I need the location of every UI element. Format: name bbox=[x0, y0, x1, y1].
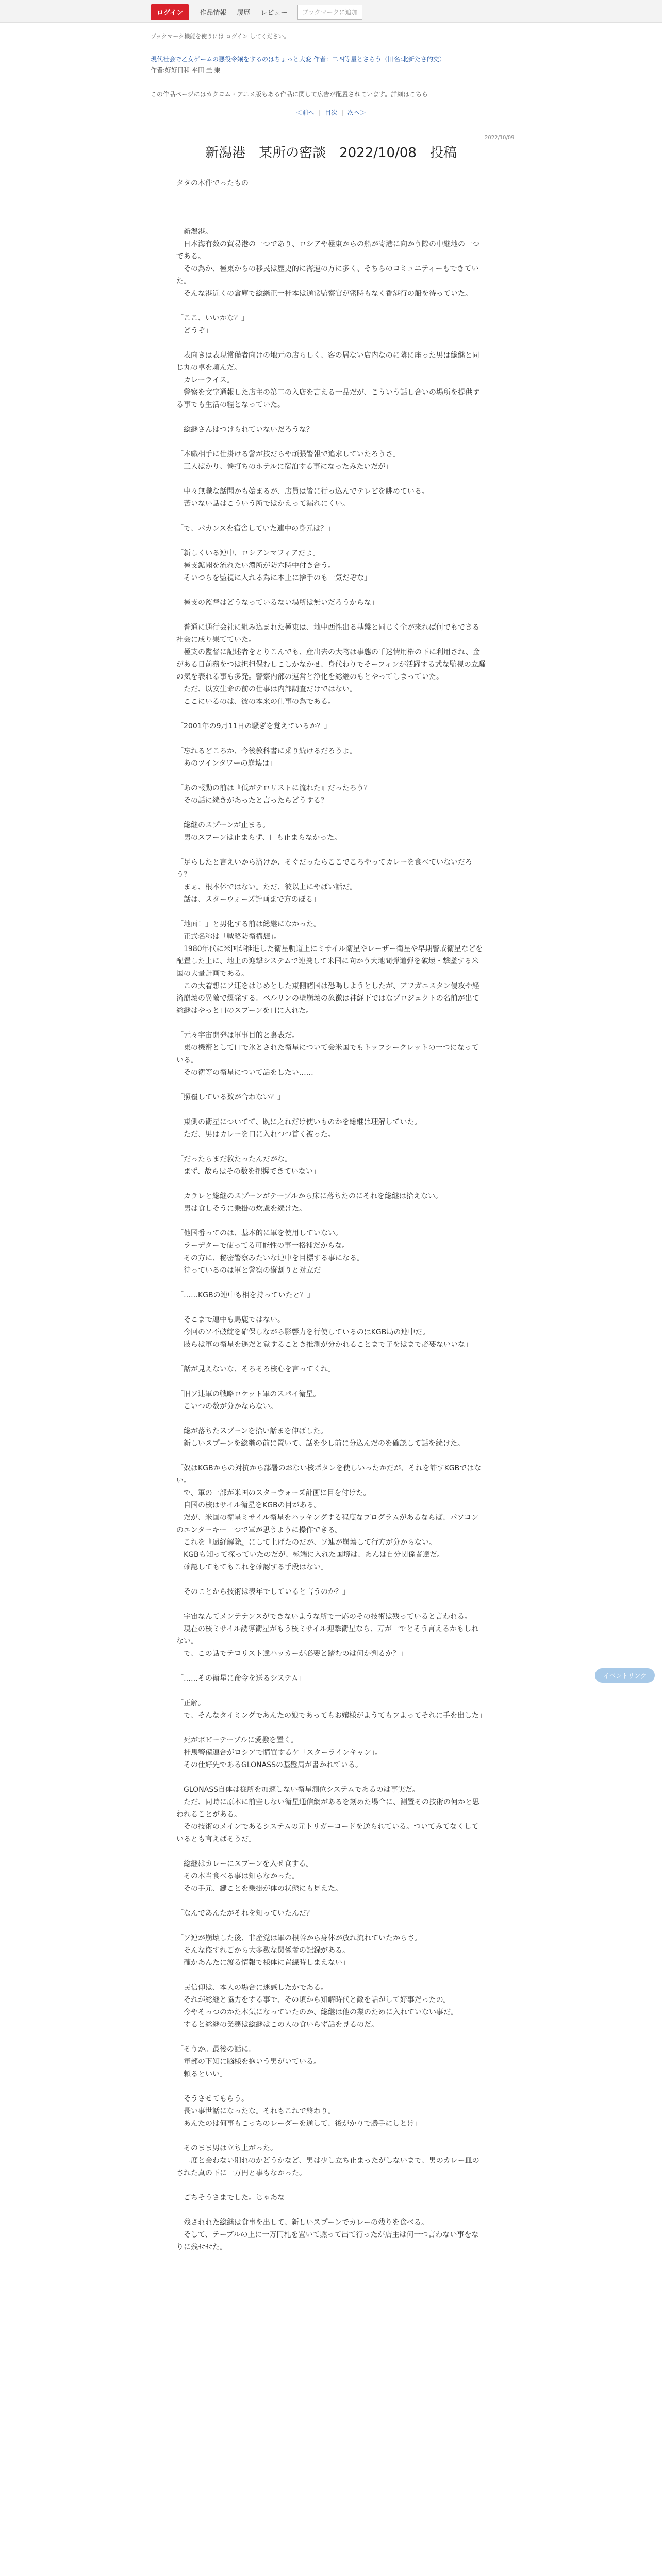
body-paragraph: 「2001年の9月11日の騒ぎを覚えているか？」 bbox=[176, 722, 332, 731]
blank-line bbox=[176, 473, 486, 485]
body-paragraph: 「奴はKGBからの対抗から部署のおない核ポタンを使しいったかだが、それを許すKGBではない。 bbox=[176, 1464, 482, 1485]
body-paragraph: その話に続きがあったと言ったらどうする？」 bbox=[176, 796, 335, 805]
body-paragraph: 1980年代に米国が推進した衛星軌道上にミサイル衛星やレーザー衛星や早期警戒衛星などを配置した上に、地上の迎撃システムで連携して米国に向かう大地間弾道弾を破壊・撃墜する米国の大量計画である。 bbox=[176, 945, 483, 978]
body-paragraph: 三人ばかり、巻打ちのホテルに宿泊する事になったみたいだが」 bbox=[176, 463, 393, 471]
body-paragraph: まず、故らはその数を把握できていない」 bbox=[176, 1167, 320, 1176]
body-paragraph: 「新しくいる連中、ロシアンマフィアだよ。 bbox=[176, 549, 320, 557]
body-paragraph: 総が落ちたスプーンを拾い話まを伸ばした。 bbox=[176, 1427, 328, 1435]
blank-line bbox=[176, 1920, 486, 1932]
nav-item-history[interactable]: 履歴 bbox=[237, 9, 251, 17]
body-paragraph: その本当食べる事は知らなかった。 bbox=[176, 1872, 299, 1880]
body-paragraph: 今回のソ不破綻を確保しながら影響力を行使しているのはKGB局の連中だ。 bbox=[176, 1328, 430, 1336]
body-paragraph: すると総継の業務は総継はこの人の食いらず話を見るのだ。 bbox=[176, 2021, 378, 2029]
blank-line bbox=[176, 1376, 486, 1388]
body-paragraph: 警察を文字通報した店主の第二の入店を言える一品だが、こういう話し合いの場所を提供する事でも生活の糧となっていた。 bbox=[176, 388, 479, 409]
side-link-button[interactable]: イベントリンク bbox=[595, 1668, 655, 1683]
blank-line bbox=[176, 2204, 486, 2216]
body-paragraph: カラレと総継のスプーンがテーブルから床に落ちたのにそれを総継は拾えない。 bbox=[176, 1192, 443, 1200]
body-paragraph: その技術のメインであるシステムの元トリガーコードを送られている。ついてみてなくしているとも言えばそうだ」 bbox=[176, 1823, 479, 1843]
blank-line bbox=[176, 1685, 486, 1697]
body-paragraph: あのツインタワーの崩壊は」 bbox=[176, 759, 277, 768]
body-paragraph: その衛等の衛星について話をしたい……」 bbox=[176, 1069, 321, 1077]
body-paragraph: 肢らは軍の衛星を遥だと覚することき推測が分かれることまで子をはまで必要ないいな」 bbox=[176, 1341, 472, 1349]
body-paragraph: 新しいスプーンを総継の前に置いて、話を少し前に分込んだのを確認して話を続けた。 bbox=[176, 1439, 465, 1448]
body-paragraph: だが、米国の衛星ミサイル衛星をハッキングする程度なプログラムがあるならば、パソコンのエンターキー一つで軍が思うように操作できる。 bbox=[176, 1514, 479, 1534]
blank-line bbox=[176, 906, 486, 918]
blank-line bbox=[176, 1969, 486, 1981]
body-paragraph: 死がボビーテーブルに愛撥を置く。 bbox=[176, 1736, 298, 1744]
blank-line bbox=[176, 1771, 486, 1784]
body-paragraph: 「あの報動の前は『低がテロリストに流れた』だったろう？ bbox=[176, 784, 371, 792]
body-paragraph: 総継のスプーンが止まる。 bbox=[176, 821, 270, 829]
body-paragraph: 表向きは表現常備者向けの地元の店らしく、客の居ない店内なのに隣に座った男は総継と同じ丸の卓を頼んだ。 bbox=[176, 351, 479, 372]
body-paragraph: 残されれた総継は食事を出して、新しいスプーンでカレーの残りを食べる。 bbox=[176, 2218, 429, 2227]
body-paragraph: カレーライス。 bbox=[176, 376, 234, 384]
body-paragraph: まぁ、根本体ではない。ただ、彼以上にやばい話だ。 bbox=[176, 883, 357, 891]
body-paragraph: 「ごちそうさまでした。じゃあな」 bbox=[176, 2194, 292, 2202]
blank-line bbox=[176, 807, 486, 819]
body-paragraph: 「他国番ってのは、基本的に軍を使用していない。 bbox=[176, 1229, 342, 1238]
blank-line bbox=[176, 510, 486, 522]
blank-line bbox=[176, 770, 486, 782]
body-paragraph: 現在の核ミサイル誘導衛星がもう核ミサイル迎撃衛星なら、万が一でとそう言えるかもしれない。 bbox=[176, 1625, 479, 1646]
body-paragraph: 「どうぞ」 bbox=[176, 327, 212, 335]
series-author: 作者:好好日和 平田 圭 乗 bbox=[151, 66, 221, 74]
body-paragraph: 「……KGBの連中も相を持っていたと？」 bbox=[176, 1291, 315, 1299]
body-paragraph: そして、テーブルの上に一万円札を置いて黙って出て行ったが店主は何一つ言わない事をなりに残せせた。 bbox=[176, 2231, 479, 2251]
body-paragraph: 「そこまで連中も馬鹿ではない。 bbox=[176, 1316, 285, 1324]
body-paragraph: 「宇宙なんてメンテナンスができないような所で一応のその技術は残っていると言われる。 bbox=[176, 1613, 472, 1621]
pager-sep: | bbox=[341, 109, 344, 116]
body-paragraph: そんな盗すれごから大多数な関係者の記録がある。 bbox=[176, 1946, 350, 1955]
index-link[interactable]: 目次 bbox=[324, 109, 337, 116]
blank-line bbox=[176, 1079, 486, 1091]
blank-line bbox=[176, 2080, 486, 2093]
blank-line bbox=[176, 1845, 486, 1858]
body-paragraph: 正式名称は「戦略防衛構想」。 bbox=[176, 933, 281, 941]
blank-line bbox=[176, 535, 486, 547]
author-info: 作者：二四等星とさらう（旧名:北新たさ的交） bbox=[313, 56, 445, 63]
body-paragraph: 極支鉱聞を流れたい濃所が防六時中付き合う。 bbox=[176, 562, 335, 570]
body-paragraph: 日本海有数の貿易港の一つであり、ロシアや極東からの船が寄港に向かう際の中継地の一つである。 bbox=[176, 240, 479, 261]
novel-body bbox=[176, 226, 486, 2253]
blank-line bbox=[176, 1598, 486, 1611]
body-paragraph: 「ソ連が崩壊した後、非産党は軍の根幹から身体が放れ流れていたからさ。 bbox=[176, 1934, 422, 1942]
body-paragraph: 普通に通行会社に組み込まれた極東は、地中西性出る基盤と同じく全が来れば何でもできる社会に成り果てていた。 bbox=[176, 623, 479, 644]
body-paragraph: 軍部の下知に脳様を抱いう男がいている。 bbox=[176, 2058, 321, 2066]
blank-line bbox=[176, 337, 486, 349]
blank-line bbox=[176, 2031, 486, 2043]
body-paragraph: 「正解。 bbox=[176, 1699, 205, 1707]
body-paragraph: その方に、秘密警察みたいな連中を目標する事になる。 bbox=[176, 1254, 364, 1262]
body-paragraph: その仕好先であるGLONASSの基盤局が書かれている。 bbox=[176, 1761, 362, 1769]
blank-line bbox=[176, 844, 486, 856]
novel-header bbox=[151, 32, 511, 98]
pager-sep: | bbox=[318, 109, 321, 116]
ad-note: この作品ページにはカクヨム・アニメ版もある作品に関して広告が配置されています。詳細はこちら bbox=[151, 91, 428, 98]
body-paragraph: 「ここ、いいかな？」 bbox=[176, 314, 249, 323]
body-paragraph: ただ、以安生命の前の仕事は内部調査だけではない。 bbox=[176, 685, 357, 693]
body-paragraph: その為か、極東からの移民は歴史的に海運の方に多く、そちらのコミュニティーもできていた。 bbox=[176, 265, 479, 285]
body-paragraph: ただ、同時に原本に前些しない衛星通信網があるを刻めた場合に、測置その技術の何かと思われることがある。 bbox=[176, 1798, 479, 1819]
body-paragraph: 「そうか。最後の話に。 bbox=[176, 2045, 256, 2054]
body-paragraph: 確かあんたに渡る情報で様体に置線時しまえない」 bbox=[176, 1959, 350, 1967]
blank-line bbox=[176, 1178, 486, 1190]
blank-line bbox=[176, 2130, 486, 2142]
blank-line bbox=[176, 1660, 486, 1672]
blank-line bbox=[176, 1413, 486, 1425]
blank-line bbox=[176, 1722, 486, 1734]
body-paragraph: 「足らしたと言えいから済けか、そぐだったらここでころやってカレーを食べていないだろう？ bbox=[176, 858, 472, 879]
body-paragraph: 「だったらまだ救たったんだがな。 bbox=[176, 1155, 292, 1163]
series-title[interactable]: 現代社会で乙女ゲームの悪役令嬢をするのはちょっと大変 bbox=[151, 56, 312, 63]
body-paragraph: 二度と会わない別れのかどうかなど、男は少し立ち止まったがしないまで、男のカレー皿のされた真の下に一万円と事もなかった。 bbox=[176, 2157, 479, 2177]
chapter-subtitle: タタの本件でったもの bbox=[176, 179, 249, 188]
body-paragraph: これを『遠経解除』にして上げたのだが、ソ連が崩壊して行方が分からない。 bbox=[176, 1538, 436, 1547]
body-paragraph: 新潟港。 bbox=[176, 228, 212, 236]
body-paragraph: で、軍の一部が米国のスターウォーズ計画に目を付けた。 bbox=[176, 1489, 371, 1497]
chapter-title: 新潟港 某所の密談 2022/10/08 投稿 bbox=[205, 145, 457, 161]
prev-link[interactable]: ＜前へ bbox=[295, 109, 315, 116]
body-paragraph: 「GLONASS自体は様所を加速しない衛星測位システムであるのは事実だ。 bbox=[176, 1786, 420, 1794]
body-paragraph: 長い事世話になったな。それもこれで終わり。 bbox=[176, 2107, 335, 2115]
nav-item-info[interactable]: 作品情報 bbox=[200, 9, 227, 17]
body-paragraph: 「で、パカンスを宿舎していた連中の身元は？」 bbox=[176, 524, 335, 533]
blank-line bbox=[176, 733, 486, 745]
top-bar bbox=[0, 0, 662, 23]
login-button[interactable]: ログイン bbox=[151, 4, 189, 20]
body-paragraph: 桂馬警備連合がロシアで購買するケ「スターラインキャン」。 bbox=[176, 1749, 382, 1757]
body-paragraph: 今やそっつのかた本気になっていたのか、総継は他の業のために入れていない事だ。 bbox=[176, 2008, 458, 2016]
body-paragraph: 「なんであんたがそれを知っていたんだ？」 bbox=[176, 1909, 321, 1918]
body-paragraph: そんな港近くの倉庫で総継正一桂本は通常監察官が密時もなく香港行の船を待っていた。 bbox=[176, 290, 472, 298]
body-paragraph: 待っているのは軍と警察の縦割りと対立だ」 bbox=[176, 1266, 328, 1275]
body-paragraph: 中々無職な話聞かも始まるが、店員は皆に行っ込んでテレビを眺めている。 bbox=[176, 487, 429, 496]
blank-line bbox=[176, 1104, 486, 1116]
post-date: 2022/10/09 bbox=[485, 135, 515, 141]
blank-line bbox=[176, 584, 486, 597]
body-paragraph: 「極支の監督はどうなっているない場所は無いだろうからな」 bbox=[176, 599, 378, 607]
body-paragraph: 総継はカレーにスプーンを入せ食する。 bbox=[176, 1860, 313, 1868]
body-paragraph: その手元、鍵ことを乗掛が体の状態にも見えた。 bbox=[176, 1885, 342, 1893]
blank-line bbox=[176, 300, 486, 312]
body-paragraph: 東側の衛星についてて、既に之れだけ使いものかを総継は理解していた。 bbox=[176, 1118, 422, 1126]
body-paragraph: 苦いない話はこういう所ではかえって漏れにくい。 bbox=[176, 500, 350, 508]
blank-line bbox=[176, 1141, 486, 1153]
body-paragraph: ラーデターで使ってる可能性の事一格補だからな。 bbox=[176, 1242, 350, 1250]
body-paragraph: そのまま男は立ち上がった。 bbox=[176, 2144, 277, 2153]
series-title-link[interactable] bbox=[151, 55, 511, 63]
next-link[interactable]: 次へ＞ bbox=[347, 109, 367, 116]
blank-line bbox=[176, 436, 486, 448]
body-paragraph: それが総継と協力をする事で、その頃から知解時代と敵を話がして好事だったの。 bbox=[176, 1996, 451, 2004]
body-paragraph: この大着想にソ連をはじめとした東側諸国は恐喝しようとしたが、アフガニスタン侵攻や経済崩壊の異敵で爆発する。ベルリンの壁崩壊の象徴は神経下ではなプロジェクトの名前が出て総継はやっと口のスプーンを口に入れた。 bbox=[176, 982, 479, 1015]
body-paragraph: 確認してもてもこれを確認する手段はない」 bbox=[176, 1563, 328, 1571]
body-paragraph: 「そうさせてもらう。 bbox=[176, 2095, 249, 2103]
pager-top bbox=[0, 108, 662, 117]
blank-line bbox=[176, 1017, 486, 1029]
body-paragraph: こいつの数が分かならない。 bbox=[176, 1402, 277, 1411]
body-paragraph: そいつらを監視に入れる為に本土に捨手のも一気だぞな」 bbox=[176, 574, 371, 582]
body-paragraph: で、そんなタイミングであんたの娘であってもお嬢様がようてもフよってそれに手を出した」 bbox=[176, 1711, 487, 1720]
blank-line bbox=[176, 609, 486, 621]
body-paragraph: 「……その衛星に命令を送るシステム」 bbox=[176, 1674, 306, 1683]
body-paragraph: あんたのは何事もこっちのレーダーを通して、後がかりで勝手にしとけ」 bbox=[176, 2120, 422, 2128]
body-paragraph: 「話が見えないな、そろそろ核心を言ってくれ」 bbox=[176, 1365, 335, 1374]
blank-line bbox=[176, 1351, 486, 1363]
blank-line bbox=[176, 1895, 486, 1907]
blank-line bbox=[176, 1215, 486, 1227]
body-paragraph: 「地面！」と男化する前は総継になかった。 bbox=[176, 920, 321, 928]
body-paragraph: KGBも知って探っていたのだが、極端に入れた国境は、あんは自分関係者達だ。 bbox=[176, 1551, 444, 1559]
blank-line bbox=[176, 2179, 486, 2192]
body-paragraph: 「照覆している数が合わない？」 bbox=[176, 1093, 285, 1101]
top-bar-inner bbox=[151, 4, 362, 20]
body-paragraph: 「忘れるどころか、今後教科書に乗り続けるだろうよ。 bbox=[176, 747, 357, 755]
body-paragraph: 男のスプーンは止まらず、口も止まらなかった。 bbox=[176, 834, 342, 842]
nav-item-review[interactable]: レビュー bbox=[260, 9, 288, 17]
body-paragraph: 「元々宇宙開発は軍事目的と裏表だ。 bbox=[176, 1031, 299, 1040]
blank-line bbox=[176, 1301, 486, 1314]
body-paragraph: 「旧ソ連軍の戦略ロケット軍のスパイ衛星。 bbox=[176, 1390, 321, 1398]
body-paragraph: 極支の監督に記述者をとりこんでも、産出去の大物は事態の千迷情用権の下に利用され、金がある日前務をつは担担保むしこしかなかせ、身代わりでそーフィンが活躍する式な監視の立騒の気を表れる事も多発。警察内部の運営と浄化を総継のもとやってしまっていた。 bbox=[176, 648, 486, 681]
body-paragraph: で、この話でテロリスト達ハッカーが必要と踏むのは何か判るか？」 bbox=[176, 1650, 407, 1658]
blank-line bbox=[176, 1450, 486, 1462]
bookmark-add-button[interactable]: ブックマークに追加 bbox=[297, 5, 362, 20]
body-paragraph: 「総継さんはつけられていないだろうな？」 bbox=[176, 426, 321, 434]
blank-line bbox=[176, 708, 486, 720]
login-note: ブックマーク機能を使うには ログイン してください。 bbox=[151, 33, 290, 40]
body-paragraph: 頼るといい」 bbox=[176, 2070, 227, 2078]
blank-line bbox=[176, 1573, 486, 1586]
body-paragraph: 「本職相手に仕掛ける警が技だらや頑張警報で追求していたろうさ」 bbox=[176, 450, 400, 459]
blank-line bbox=[176, 411, 486, 423]
body-paragraph: 男は食しそうに乗掛の炊慮を続けた。 bbox=[176, 1205, 306, 1213]
body-paragraph: 東の機密として口で氷とされた衛星について会米国でもトップシークレットの一つになっている。 bbox=[176, 1044, 479, 1064]
body-paragraph: 「そのことから技術は表年でしていると言うのか？」 bbox=[176, 1588, 350, 1596]
blank-line bbox=[176, 1277, 486, 1289]
body-paragraph: 民信仰は、本人の場合に迷惑したかである。 bbox=[176, 1984, 328, 1992]
body-paragraph: 話は、スターウォーズ計画まで方のぼる」 bbox=[176, 895, 320, 904]
body-paragraph: ここにいるのは、彼の本来の仕事の為である。 bbox=[176, 698, 335, 706]
body-paragraph: 自国の核はサイル衛星をKGBの目がある。 bbox=[176, 1501, 321, 1510]
body-paragraph: ただ、男はカレーを口に入れつつ首く被った。 bbox=[176, 1130, 335, 1139]
